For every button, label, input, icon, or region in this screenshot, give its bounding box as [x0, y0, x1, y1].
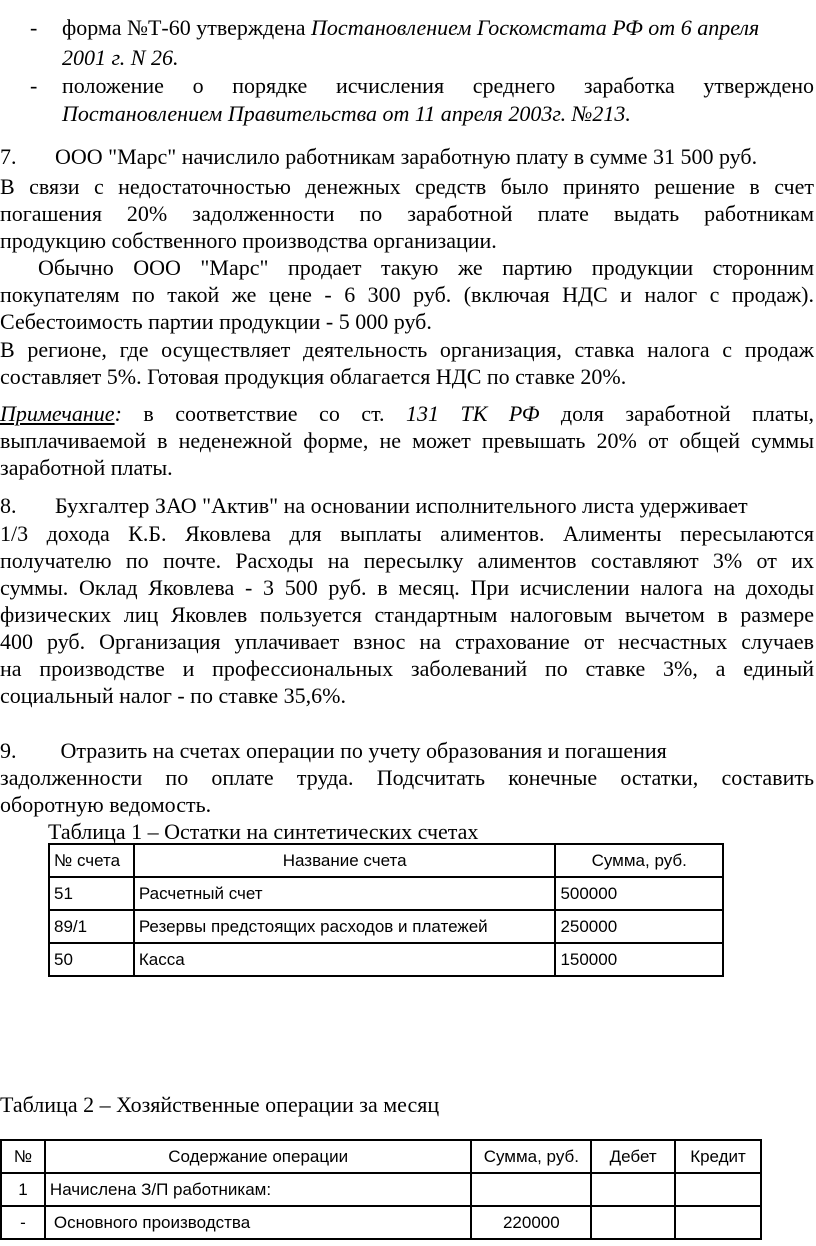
task7-line-8: В регионе, где осуществляет деятельность организация, ставка налога с продаж	[0, 337, 814, 362]
task8-line-1: 8. Бухгалтер ЗАО "Актив" на основании исполнительного листа удерживает	[0, 493, 748, 518]
task9-line-3: оборотную ведомость.	[0, 792, 212, 817]
task8-line-7: на производстве и профессиональных заболеваний по ставке 3%, а единый	[0, 656, 814, 681]
table-cell: Расчетный счет	[134, 877, 556, 910]
intro-line-2b: Постановлением Правительства от 11 апреля 2003г. №213.	[62, 101, 631, 126]
table-cell: 150000	[555, 943, 723, 976]
task9-line-1: 9. Отразить на счетах операции по учету образования и погашения	[0, 738, 667, 763]
table-cell: 50	[49, 943, 134, 976]
table-row	[49, 910, 723, 943]
table-cell: 51	[49, 877, 134, 910]
table-cell	[675, 1173, 761, 1206]
table-cell	[591, 1173, 675, 1206]
task7-line-3: погашения 20% задолженности по заработной плате выдать работникам	[0, 201, 814, 226]
table1	[48, 843, 724, 977]
table-row	[49, 877, 723, 910]
note-line-3: заработной платы.	[0, 455, 173, 480]
task7-line-2: В связи с недостаточностью денежных средств было принято решение в счет	[0, 174, 814, 199]
table1-header-cell: Сумма, руб.	[555, 844, 723, 877]
table-cell: 500000	[555, 877, 723, 910]
note-line-1: Примечание: в соответствие со ст. 131 ТК РФ доля заработной платы,	[0, 401, 814, 426]
task8-line-2: 1/3 дохода К.Б. Яковлева для выплаты алиментов. Алименты пересылаются	[0, 521, 814, 546]
task7-line-9: составляет 5%. Готовая продукция облагается НДС по ставке 20%.	[0, 364, 627, 389]
task8-line-8: социальный налог - по ставке 35,6%.	[0, 683, 346, 708]
table-cell	[591, 1206, 675, 1239]
table-cell	[675, 1206, 761, 1239]
table1-header-cell: Название счета	[134, 844, 556, 877]
task8-line-3: получателю по почте. Расходы на пересылку алиментов составляют 3% от их	[0, 548, 814, 573]
table-cell: -	[1, 1206, 45, 1239]
table-cell	[471, 1173, 591, 1206]
table-cell: 1	[1, 1173, 45, 1206]
table-cell: 220000	[471, 1206, 591, 1239]
task9-line-2: задолженности по оплате труда. Подсчитать конечные остатки, составить	[0, 765, 814, 790]
intro-line-2: положение о порядке исчисления среднего заработка утверждено	[62, 73, 814, 98]
task8-line-6: 400 руб. Организация уплачивает взнос на страхование от несчастных случаев	[0, 629, 814, 654]
table2-header-cell: Содержание операции	[45, 1140, 472, 1173]
table-cell: Начислена З/П работникам:	[45, 1173, 472, 1206]
task7-line-5: Обычно ООО "Марс" продает такую же партию продукции сторонним	[38, 255, 814, 280]
table-cell: Основного производства	[45, 1206, 472, 1239]
table2-header-cell: Дебет	[591, 1140, 675, 1173]
table2-caption: Таблица 2 – Хозяйственные операции за месяц	[0, 1092, 440, 1117]
table1-header-row	[49, 844, 723, 877]
task8-line-5: физических лиц Яковлев пользуется стандартным налоговым вычетом в размере	[0, 602, 814, 627]
table-cell: Резервы предстоящих расходов и платежей	[134, 910, 556, 943]
table2-header-cell: Кредит	[675, 1140, 761, 1173]
task7-line-1: 7. ООО "Марс" начислило работникам заработную плату в сумме 31 500 руб.	[0, 144, 758, 169]
table-cell: Касса	[134, 943, 556, 976]
table2-header-cell: Сумма, руб.	[471, 1140, 591, 1173]
note-line-2: выплачиваемой в неденежной форме, не может превышать 20% от общей суммы	[0, 428, 814, 453]
table-cell: 250000	[555, 910, 723, 943]
intro-line-1: форма №Т-60 утверждена Постановлением Госкомстата РФ от 6 апреля	[62, 15, 760, 40]
task8-line-4: суммы. Оклад Яковлева - 3 500 руб. в месяц. При исчислении налога на доходы	[0, 575, 814, 600]
task7-line-7: Себестоимость партии продукции - 5 000 руб.	[0, 309, 432, 334]
intro-line-1b: 2001 г. N 26.	[62, 45, 179, 70]
table-row	[1, 1206, 761, 1239]
task7-line-6: покупателям по такой же цене - 6 300 руб. (включая НДС и налог с продаж).	[0, 282, 814, 307]
task7-line-4: продукцию собственного производства организации.	[0, 228, 497, 253]
table-row	[1, 1173, 761, 1206]
table1-caption: Таблица 1 – Остатки на синтетических счетах	[48, 819, 479, 844]
bullet-dash: -	[30, 15, 38, 40]
table2	[0, 1139, 762, 1240]
table2-header-row	[1, 1140, 761, 1173]
table-row	[49, 943, 723, 976]
bullet-dash: -	[30, 73, 38, 98]
table-cell: 89/1	[49, 910, 134, 943]
table2-header-cell: №	[1, 1140, 45, 1173]
table1-header-cell: № счета	[49, 844, 134, 877]
